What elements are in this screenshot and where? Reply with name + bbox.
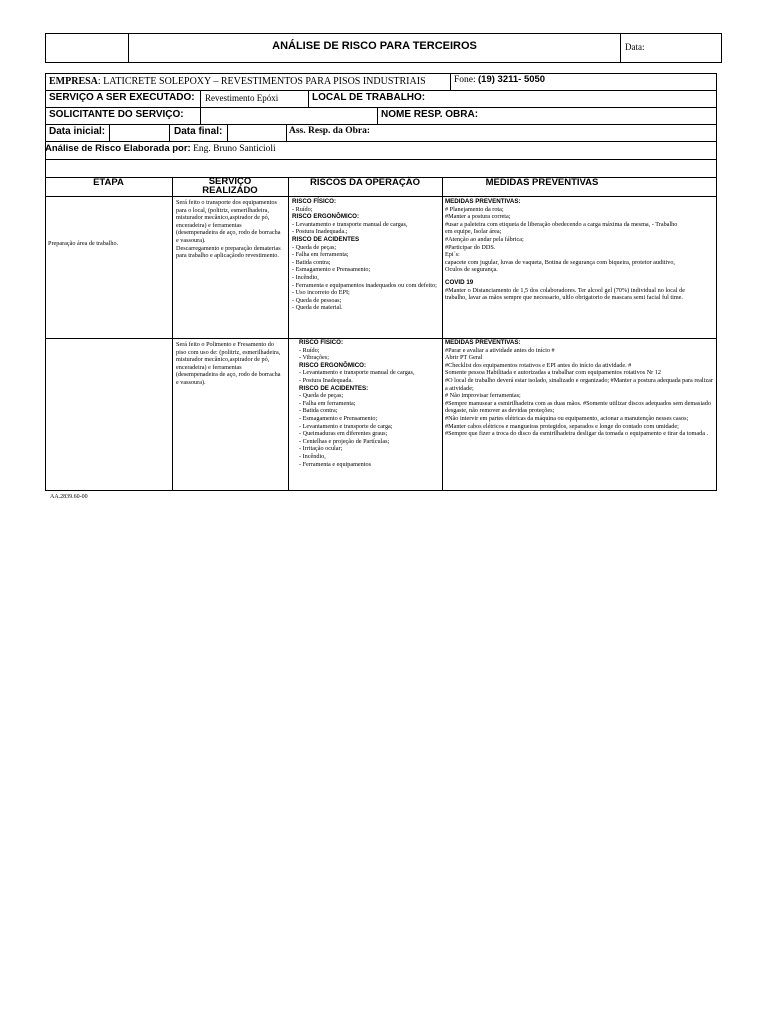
fone-divider	[450, 73, 451, 90]
table-col-line	[172, 177, 173, 491]
row2-medidas	[445, 339, 713, 438]
data-final-divider-left	[169, 124, 170, 141]
table-col-line	[442, 177, 443, 491]
risk-heading: RISCO FÍSICO:	[292, 198, 337, 205]
risk-items: - Ruído; - Vibrações;	[299, 346, 329, 362]
risk-heading: RISCO ERGONÔMICO:	[292, 213, 360, 221]
info-line	[45, 107, 717, 108]
row2-servico: Será feito o Polimento e Fresamento do piso com uso de: (politriz, esmerilhadeira, misturador mecânico,aspirador de pó, enceradeira) e ferramentas (desempenadeira de aço, rodo de borracha e vassoura).	[176, 341, 281, 386]
risk-heading: RISCO DE ACIDENTES	[292, 235, 360, 243]
medidas-items: # Planejamento da rota; #Manter a postura correta; #usar a paleteira com etiqueta de liberação obedecendo a carga máxima da mesma, - Trabalho em equipe, Isolar área; #Atenção ao andar pela fábrica; #Participar do DDS. Epi´s: capacete com jugular, luvas de vaqueta, Botina de segurança com biqueira, protetor auditivo, Oculos de segurança.	[445, 205, 678, 274]
col-header-medidas: MEDIDAS PREVENTIVAS	[485, 177, 599, 188]
form-title: ANÁLISE DE RISCO PARA TERCEIROS	[272, 40, 477, 52]
elaborada-label: Análise de Risco Elaborada por:	[45, 143, 191, 154]
row1-medidas	[445, 198, 685, 302]
date-label: Data:	[625, 42, 645, 52]
fone-label: Fone:	[454, 75, 476, 85]
info-line	[45, 90, 717, 91]
risk-items: - Queda de peças; - Falha em ferramenta; - Batida contra; - Esmagamento e Prensamento; - Incêndio, - Ferramenta e equipamentos inadequados ou com defeito; - Uso incorreto do EPI; - Queda de pessoas; - Queda de material.	[292, 243, 437, 312]
covid-items: #Manter o Distanciamento de 1,5 dos colaboradores. Ter alcool gel (70%) individual no local de trabalho, lavar as mãos sempre que necessario, ultlo obrigatorio de mascara semi facial ful time.	[445, 286, 685, 302]
empresa-field	[49, 76, 426, 87]
medidas-heading: MEDIDAS PREVENTIVAS:	[445, 198, 521, 205]
col-header-etapa: ETAPA	[93, 177, 124, 188]
risk-heading: RISCO DE ACIDENTES:	[299, 384, 369, 392]
info-block	[45, 73, 717, 178]
risk-items: - Queda de peças; - Falha em ferramenta; - Batida contra; - Esmagamento e Prensamento; - Levantamento e transporte de carga; - Queimaduras em diferentes graus; - Centelhas e projeção de Partículas; - Irritação ocular; - Incêndio, - Ferramenta e equipamentos	[299, 392, 393, 468]
local-label: LOCAL DE TRABALHO:	[312, 92, 426, 103]
risk-heading: RISCO FÍSICO:	[299, 339, 344, 346]
solicitante-divider	[200, 107, 201, 124]
title-date-divider	[620, 33, 621, 63]
data-inicial-divider	[109, 124, 110, 141]
table-header-line	[45, 196, 717, 197]
ass-label: Ass. Resp. da Obra:	[289, 126, 371, 136]
info-line	[45, 159, 717, 160]
data-final-label: Data final:	[174, 126, 223, 137]
local-divider	[308, 90, 309, 107]
row1-etapa: Preparação área de trabalho.	[48, 240, 119, 247]
col-header-riscos: RISCOS DA OPERAÇÃO	[310, 177, 420, 188]
table-col-line	[288, 177, 289, 491]
elaborada-value: Eng. Bruno Santicioli	[193, 144, 276, 154]
risk-items: - Ruído;	[292, 205, 313, 213]
fone-field	[454, 74, 545, 85]
row1-servico: Será feito o transporte dos equipamentos para o local, (politriz, esmerilhadeira, misturador mecânico,aspirador de pó, enceradeira) e ferramentas (desempenadeira de aço, rodo de borracha e vassoura). Descarregamento e preparação dematerias para trabalho e aplicaçãodo revestimento.	[176, 199, 281, 260]
servico-label: SERVIÇO A SER EXECUTADO:	[49, 92, 195, 103]
document-code: AA.2839.60-00	[50, 494, 88, 500]
elaborada-field	[45, 143, 276, 154]
risk-heading: RISCO ERGONÔMICO:	[299, 361, 367, 369]
servico-value: Revestimento Epóxi	[205, 93, 279, 103]
risk-items: - Levantamento e transporte manual de cargas, - Postura Inadequada.;	[292, 220, 408, 236]
col-header-servico: SERVIÇO REALIZADO	[202, 176, 258, 196]
row1-riscos	[292, 198, 438, 312]
nome-resp-label: NOME RESP. OBRA:	[381, 109, 479, 120]
info-line	[45, 124, 717, 125]
row2-riscos	[299, 339, 439, 490]
medidas-items: #Parar e avaliar a atividade antes do início # Abrir PT Geral #Checklist dos equipamentos rotativos e EPI antes do início da atividade. # Somente pessoa Habilitada e autorizadas a trabalhar com equipamentos rotativos Nr 12 #O local de trabalho deverá estar isolado, sinalizado e organizado; #Manter a postura adequada para realizar a atividade; # Não improvisar ferramentas; #Sempre manusear a esmirilhadeira com as duas mãos. #Somente utilizar discos adequados sem demasiado desgaste, não remover as devidas proteções; #Não intervir em partes elétricas da máquina ou equipamento, acionar a manutenção nesses casos; #Manter cabos elétricos e mangueiras protegidos, separados e longe do contado com umidade; #Sempre que fizer a troca do disco da esmirilhadeira desligar da tomada o equipamento e tirar da tomada .	[445, 346, 713, 438]
data-final-divider	[227, 124, 228, 141]
data-inicial-label: Data inicial:	[49, 126, 106, 137]
info-line	[45, 141, 717, 142]
fone-value: (19) 3211- 5050	[478, 74, 546, 85]
covid-heading: COVID 19	[445, 278, 474, 286]
empresa-value: : LATICRETE SOLEPOXY – REVESTIMENTOS PARA PISOS INDUSTRIAIS	[97, 76, 426, 87]
nome-resp-divider	[377, 107, 378, 124]
risk-items: - Levantamento e transporte manual de cargas, - Postura Inadequada.	[299, 369, 415, 384]
solicitante-label: SOLICITANTE DO SERVIÇO:	[49, 109, 184, 120]
ass-divider	[286, 124, 287, 141]
servico-divider	[200, 90, 201, 107]
empresa-label: EMPRESA	[49, 76, 98, 87]
medidas-heading: MEDIDAS PREVENTIVAS:	[445, 339, 521, 346]
